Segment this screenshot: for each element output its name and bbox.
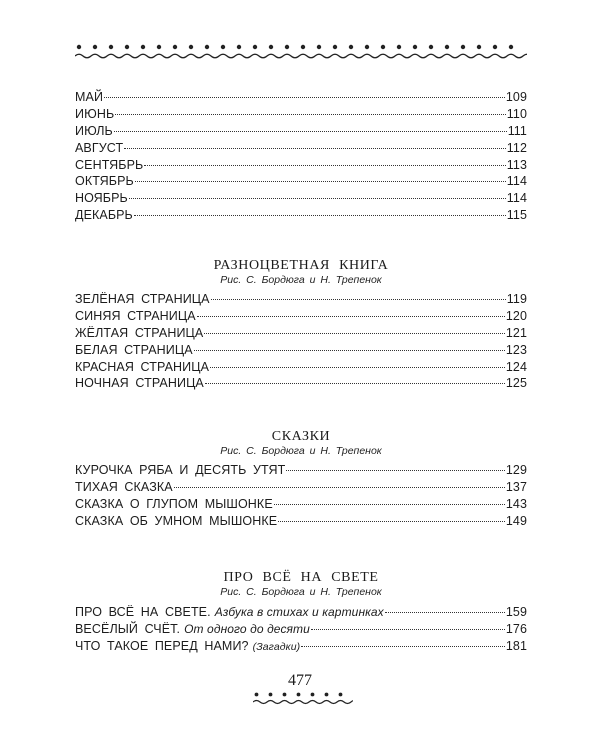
toc-entry[interactable] xyxy=(75,638,527,655)
entry-title: АВГУСТ xyxy=(75,140,124,155)
section-credit: Рис. С. Бордюга и Н. Трепенок xyxy=(220,445,382,457)
entry-subtitle: От одного до десяти xyxy=(184,621,310,636)
leader-dots xyxy=(124,148,506,149)
entry-page: 181 xyxy=(505,638,527,653)
entry-title: ИЮНЬ xyxy=(75,106,115,121)
section-title: РАЗНОЦВЕТНАЯ КНИГА xyxy=(213,258,389,273)
ornament-dot xyxy=(311,693,315,697)
ornament-dot xyxy=(365,45,369,49)
entry-subtitle: (Загадки) xyxy=(252,640,301,653)
toc-entry-july[interactable] xyxy=(75,123,527,140)
entry-page: 113 xyxy=(506,157,527,172)
entry-page: 119 xyxy=(506,292,527,306)
toc-entry[interactable] xyxy=(75,375,527,392)
leader-dots xyxy=(104,97,505,98)
section-title: ПРО ВСЁ НА СВЕТЕ xyxy=(223,570,379,585)
ornament-dot xyxy=(349,45,353,49)
entry-page: 115 xyxy=(506,208,527,223)
entry-page: 143 xyxy=(505,496,527,511)
entry-page: 112 xyxy=(506,140,527,155)
ornament-dot xyxy=(255,693,259,697)
leader-dots xyxy=(286,470,505,471)
ornament-dot xyxy=(141,45,145,49)
ornament-dot xyxy=(301,45,305,49)
ornament-dot xyxy=(429,45,433,49)
leader-dots xyxy=(301,646,505,647)
entry-page: 149 xyxy=(505,513,527,528)
entry-page: 124 xyxy=(505,359,527,374)
leader-dots xyxy=(114,131,507,132)
ornament-dot xyxy=(205,45,209,49)
toc-entry[interactable] xyxy=(75,604,527,621)
entry-title: КРАСНАЯ СТРАНИЦА xyxy=(75,359,210,374)
entry-page: 123 xyxy=(505,342,527,357)
fairy-tales-list xyxy=(75,462,527,530)
entry-title: ТИХАЯ СКАЗКА xyxy=(75,479,173,494)
toc-entry[interactable] xyxy=(75,621,527,638)
entry-title: ОКТЯБРЬ xyxy=(75,174,134,189)
about-everything-list xyxy=(75,604,527,655)
leader-dots xyxy=(197,316,505,317)
entry-page: 159 xyxy=(505,605,527,619)
ornament-dot xyxy=(109,45,113,49)
section-header-about-everything xyxy=(75,570,527,599)
page-number: 477 xyxy=(288,672,312,689)
toc-entry[interactable] xyxy=(75,291,527,308)
entry-title: СЕНТЯБРЬ xyxy=(75,157,144,172)
ornament-dot xyxy=(445,45,449,49)
leader-dots xyxy=(134,215,506,216)
leader-dots xyxy=(278,521,505,522)
toc-entry[interactable] xyxy=(75,342,527,359)
ornament-dot xyxy=(493,45,497,49)
section-header-fairy-tales xyxy=(75,429,527,458)
ornament-dot xyxy=(339,693,343,697)
toc-entry[interactable] xyxy=(75,325,527,342)
months-list xyxy=(75,89,527,224)
leader-dots xyxy=(274,504,505,505)
entry-title: ПРО ВСЁ НА СВЕТЕ. xyxy=(75,605,211,619)
toc-entry[interactable] xyxy=(75,308,527,325)
entry-title: ЧТО ТАКОЕ ПЕРЕД НАМИ? xyxy=(75,638,249,653)
toc-entry[interactable] xyxy=(75,496,527,513)
ornament-dot xyxy=(397,45,401,49)
entry-title: НОЧНАЯ СТРАНИЦА xyxy=(75,376,204,391)
bottom-ornament-icon xyxy=(253,691,353,707)
leader-dots xyxy=(205,383,505,384)
entry-title: КУРОЧКА РЯБА И ДЕСЯТЬ УТЯТ xyxy=(75,463,286,477)
toc-entry[interactable] xyxy=(75,513,527,530)
toc-entry-may[interactable] xyxy=(75,89,527,106)
toc-entry-october[interactable] xyxy=(75,173,527,190)
ornament-dot xyxy=(461,45,465,49)
section-credit: Рис. С. Бордюга и Н. Трепенок xyxy=(220,586,382,598)
ornament-dot xyxy=(333,45,337,49)
entry-subtitle: Азбука в стихах и картинках xyxy=(214,605,384,619)
entry-title: ИЮЛЬ xyxy=(75,123,113,138)
leader-dots xyxy=(194,350,505,351)
leader-dots xyxy=(211,299,506,300)
toc-entry-june[interactable] xyxy=(75,106,527,123)
ornament-dot xyxy=(93,45,97,49)
ornament-dot xyxy=(509,45,513,49)
ornament-dot xyxy=(157,45,161,49)
ornament-dot xyxy=(173,45,177,49)
entry-page: 114 xyxy=(506,174,527,189)
ornament-dot xyxy=(221,45,225,49)
ornament-dot xyxy=(189,45,193,49)
ornament-dot xyxy=(325,693,329,697)
leader-dots xyxy=(204,333,505,334)
leader-dots xyxy=(115,114,506,115)
ornament-dot xyxy=(317,45,321,49)
toc-entry-september[interactable] xyxy=(75,157,527,174)
entry-title: СКАЗКА О ГЛУПОМ МЫШОНКЕ xyxy=(75,496,273,511)
ornament-dot xyxy=(477,45,481,49)
leader-dots xyxy=(385,612,505,613)
ornament-dot xyxy=(413,45,417,49)
section-credit: Рис. С. Бордюга и Н. Трепенок xyxy=(220,274,382,286)
section-title: СКАЗКИ xyxy=(271,429,331,444)
entry-title: ЗЕЛЁНАЯ СТРАНИЦА xyxy=(75,292,210,306)
entry-title: БЕЛАЯ СТРАНИЦА xyxy=(75,342,193,357)
ornament-dot xyxy=(269,693,273,697)
entry-page: 137 xyxy=(505,479,527,494)
top-ornament-icon xyxy=(75,42,527,62)
ornament-dot xyxy=(285,45,289,49)
entry-title: ЖЁЛТАЯ СТРАНИЦА xyxy=(75,325,204,340)
colorful-book-list xyxy=(75,291,527,392)
toc-entry-august[interactable] xyxy=(75,140,527,157)
toc-entry[interactable] xyxy=(75,462,527,479)
ornament-dot xyxy=(297,693,301,697)
ornament-dot xyxy=(77,45,81,49)
ornament-dot xyxy=(269,45,273,49)
entry-page: 109 xyxy=(505,90,527,104)
entry-page: 125 xyxy=(505,376,527,391)
leader-dots xyxy=(135,181,506,182)
leader-dots xyxy=(129,198,506,199)
entry-title: СИНЯЯ СТРАНИЦА xyxy=(75,308,196,323)
entry-page: 120 xyxy=(505,308,527,323)
entry-title: ДЕКАБРЬ xyxy=(75,208,133,223)
entry-page: 110 xyxy=(506,106,527,121)
entry-title: НОЯБРЬ xyxy=(75,191,128,206)
ornament-dot xyxy=(381,45,385,49)
entry-page: 121 xyxy=(505,325,527,340)
toc-entry[interactable] xyxy=(75,359,527,376)
entry-page: 129 xyxy=(505,463,527,477)
entry-page: 111 xyxy=(507,123,527,138)
entry-page: 176 xyxy=(505,621,527,636)
section-header-colorful-book xyxy=(75,258,527,287)
leader-dots xyxy=(311,629,505,630)
ornament-dot xyxy=(253,45,257,49)
toc-entry-december[interactable] xyxy=(75,207,527,224)
entry-title: ВЕСЁЛЫЙ СЧЁТ. xyxy=(75,621,181,636)
leader-dots xyxy=(144,165,505,166)
toc-entry[interactable] xyxy=(75,479,527,496)
ornament-dot xyxy=(237,45,241,49)
toc-entry-november[interactable] xyxy=(75,190,527,207)
entry-title: МАЙ xyxy=(75,90,104,104)
leader-dots xyxy=(210,367,505,368)
entry-title: СКАЗКА ОБ УМНОМ МЫШОНКЕ xyxy=(75,513,278,528)
entry-page: 114 xyxy=(506,191,527,206)
leader-dots xyxy=(174,487,505,488)
ornament-dot xyxy=(125,45,129,49)
ornament-dot xyxy=(283,693,287,697)
